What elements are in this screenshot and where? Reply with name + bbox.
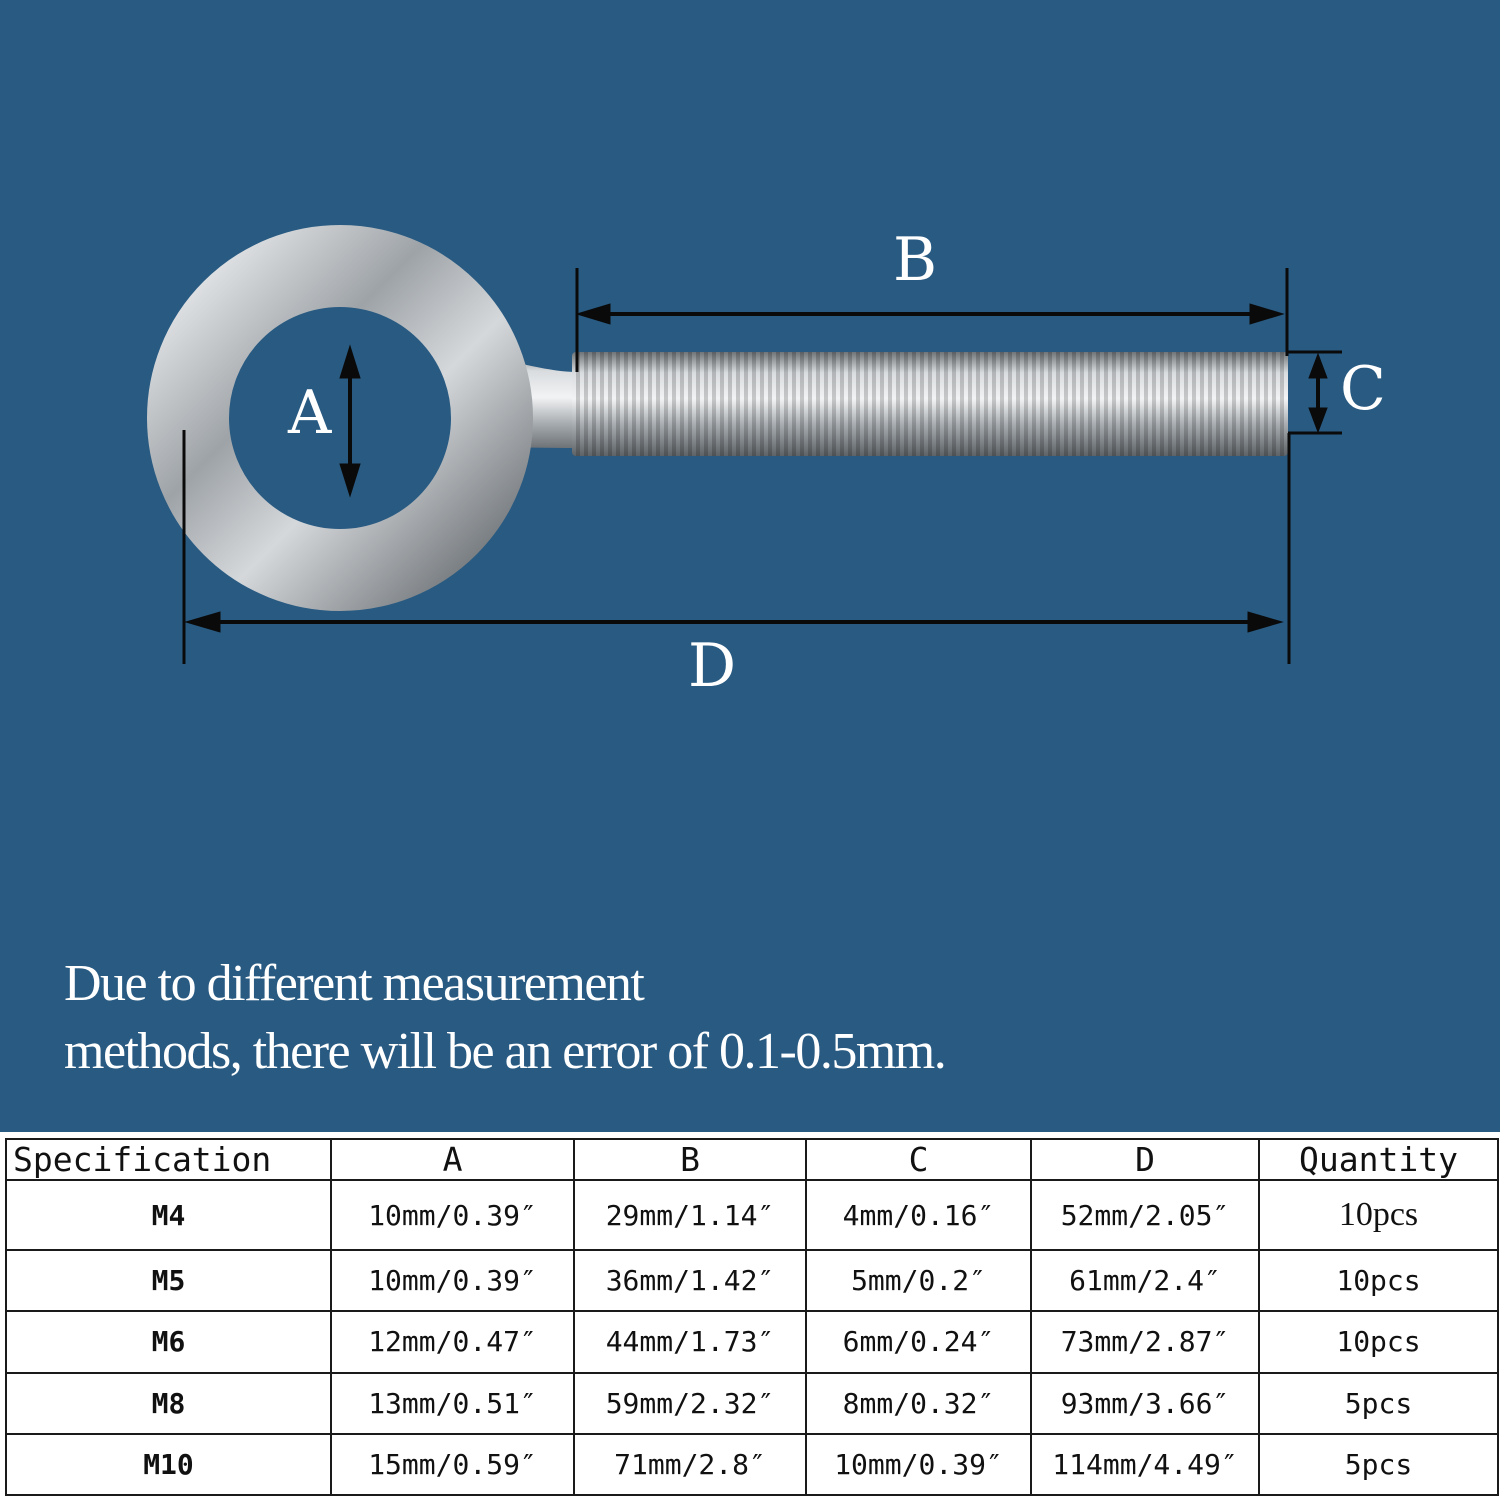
dimension-b-label: B: [893, 225, 938, 295]
header-a: A: [331, 1139, 574, 1180]
cell-b: 44mm/1.73″: [574, 1311, 806, 1372]
cell-quantity: 5pcs: [1259, 1434, 1498, 1495]
cell-specification: M10: [6, 1434, 331, 1495]
cell-b: 59mm/2.32″: [574, 1373, 806, 1434]
dimension-d-label: D: [688, 631, 737, 701]
cell-c: 8mm/0.32″: [806, 1373, 1031, 1434]
cell-a: 12mm/0.47″: [331, 1311, 574, 1372]
table-row: [6, 1180, 1498, 1250]
cell-c: 4mm/0.16″: [806, 1180, 1031, 1250]
cell-quantity: 5pcs: [1259, 1373, 1498, 1434]
header-specification: Specification: [6, 1139, 331, 1180]
cell-b: 36mm/1.42″: [574, 1250, 806, 1311]
cell-d: 93mm/3.66″: [1031, 1373, 1259, 1434]
table-row: [6, 1434, 1498, 1495]
cell-a: 10mm/0.39″: [331, 1250, 574, 1311]
cell-a: 13mm/0.51″: [331, 1373, 574, 1434]
dimension-c-label: C: [1340, 354, 1386, 424]
cell-c: 10mm/0.39″: [806, 1434, 1031, 1495]
cell-d: 114mm/4.49″: [1031, 1434, 1259, 1495]
cell-b: 29mm/1.14″: [574, 1180, 806, 1250]
dimension-a-label: A: [288, 378, 332, 448]
table-row: [6, 1373, 1498, 1434]
eye-bolt-picture: [188, 266, 1288, 570]
cell-a: 15mm/0.59″: [331, 1434, 574, 1495]
cell-specification: M6: [6, 1311, 331, 1372]
header-c: C: [806, 1139, 1031, 1180]
header-b: B: [574, 1139, 806, 1180]
note-line-1: Due to different measurement: [64, 955, 644, 1012]
cell-quantity: 10pcs: [1259, 1180, 1498, 1250]
cell-c: 5mm/0.2″: [806, 1250, 1031, 1311]
cell-b: 71mm/2.8″: [574, 1434, 806, 1495]
eye-bolt-ring: [188, 266, 492, 570]
cell-quantity: 10pcs: [1259, 1311, 1498, 1372]
cell-specification: M4: [6, 1180, 331, 1250]
cell-d: 73mm/2.87″: [1031, 1311, 1259, 1372]
header-quantity: Quantity: [1259, 1139, 1498, 1180]
table-row: [6, 1250, 1498, 1311]
cell-c: 6mm/0.24″: [806, 1311, 1031, 1372]
header-d: D: [1031, 1139, 1259, 1180]
table-row: [6, 1311, 1498, 1372]
cell-a: 10mm/0.39″: [331, 1180, 574, 1250]
cell-specification: M5: [6, 1250, 331, 1311]
cell-specification: M8: [6, 1373, 331, 1434]
cell-quantity: 10pcs: [1259, 1250, 1498, 1311]
table-header-row: [6, 1139, 1498, 1180]
specification-table: [5, 1138, 1499, 1496]
measurement-error-note: [64, 950, 1164, 1086]
note-line-2: methods, there will be an error of 0.1-0.5mm.: [64, 1023, 946, 1080]
cell-d: 61mm/2.4″: [1031, 1250, 1259, 1311]
cell-d: 52mm/2.05″: [1031, 1180, 1259, 1250]
